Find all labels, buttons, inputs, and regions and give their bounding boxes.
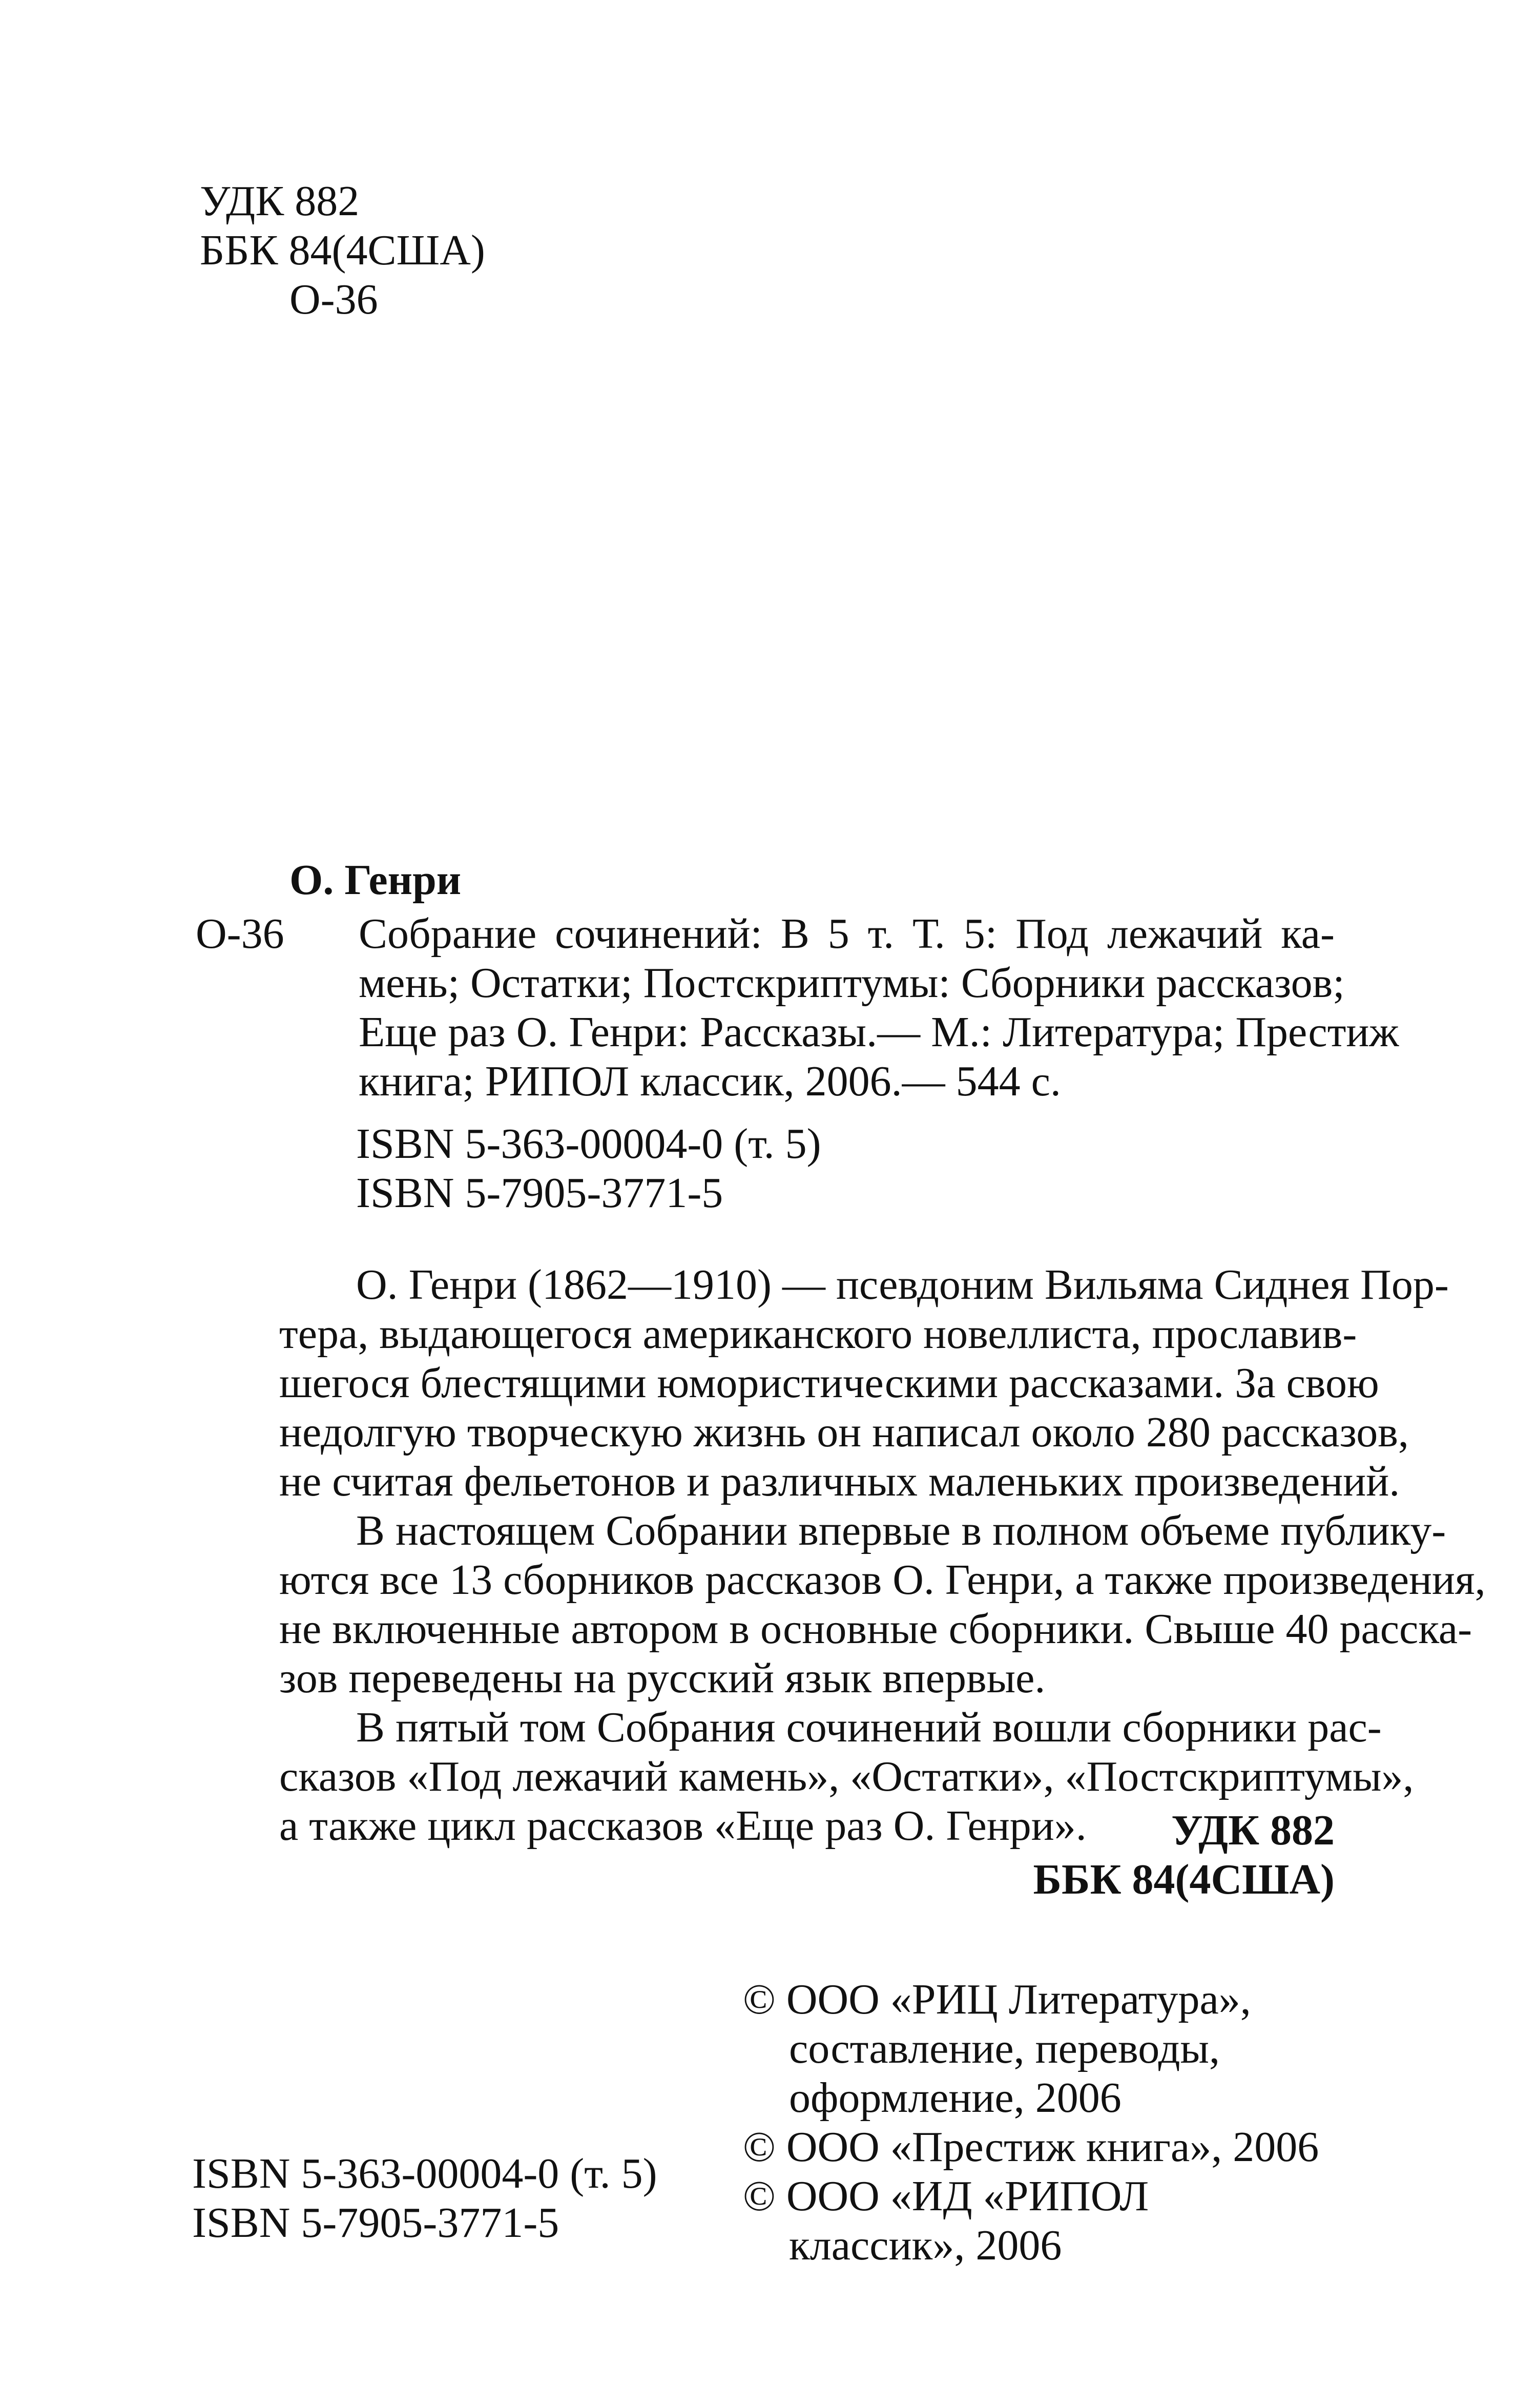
- classification-codes-top: [200, 177, 485, 324]
- annotation-line: шегося блестящими юмористическими рассказами. За свою: [279, 1359, 1379, 1407]
- author-name: О. Генри: [289, 856, 462, 904]
- annotation-line: О. Генри (1862—1910) — псевдоним Вильяма Сиднея Пор-: [356, 1261, 1449, 1309]
- annotation-line: В пятый том Собрания сочинений вошли сборники рас-: [356, 1704, 1382, 1751]
- copyright-line: оформление, 2006: [789, 2074, 1121, 2122]
- udk-code-bottom: УДК 882: [1171, 1807, 1335, 1854]
- isbn-volume: ISBN 5-363-00004-0 (т. 5): [356, 1120, 821, 1168]
- annotation-line: не считая фельетонов и различных маленьких произведений.: [279, 1458, 1400, 1505]
- udk-code: УДК 882: [200, 177, 360, 225]
- annotation-line: зов переведены на русский язык впервые.: [279, 1654, 1046, 1702]
- copyright-block: [743, 1975, 1319, 2270]
- bibliographic-line: книга; РИПОЛ классик, 2006.— 544 с.: [359, 1057, 1061, 1105]
- isbn-set: ISBN 5-7905-3771-5: [356, 1169, 723, 1217]
- copyright-line: © ООО «Престиж книга», 2006: [743, 2123, 1319, 2171]
- annotation-line: В настоящем Собрании впервые в полном объеме публику-: [356, 1507, 1446, 1554]
- annotation-line: недолгую творческую жизнь он написал около 280 рассказов,: [279, 1408, 1409, 1456]
- annotation-line: не включенные автором в основные сборники. Свыше 40 расска-: [279, 1605, 1472, 1653]
- copyright-line: составление, переводы,: [789, 2025, 1220, 2072]
- copyright-line: классик», 2006: [789, 2222, 1062, 2269]
- bibliographic-line: Еще раз О. Генри: Рассказы.— М.: Литература; Престиж: [359, 1008, 1399, 1056]
- isbn-set-bottom: ISBN 5-7905-3771-5: [192, 2199, 559, 2247]
- annotation-line: ются все 13 сборников рассказов О. Генри, а также произведения,: [279, 1556, 1486, 1604]
- bibliographic-description: [359, 909, 1399, 1106]
- bbk-code-bottom: ББК 84(4США): [1033, 1856, 1335, 1903]
- copyright-line: © ООО «ИД «РИПОЛ: [743, 2172, 1149, 2220]
- isbn-block-bottom: [192, 2149, 657, 2248]
- annotation-paragraph: [279, 1260, 1449, 1506]
- catalog-author-sign: О-36: [196, 910, 284, 958]
- bbk-code: ББК 84(4США): [200, 226, 485, 274]
- author-sign: О-36: [289, 276, 378, 323]
- bibliographic-line: мень; Остатки; Постскриптумы: Сборники рассказов;: [359, 959, 1345, 1007]
- annotation-line: сказов «Под лежачий камень», «Остатки», «Постскриптумы»,: [279, 1753, 1414, 1800]
- annotation-line: тера, выдающегося американского новеллиста, прославив-: [279, 1310, 1357, 1358]
- copyright-line: © ООО «РИЦ Литература»,: [743, 1976, 1251, 2023]
- classification-codes-bottom: [1033, 1806, 1335, 1904]
- annotation-paragraph: [279, 1506, 1486, 1703]
- annotation-line: а также цикл рассказов «Еще раз О. Генри».: [279, 1802, 1087, 1850]
- bibliographic-line: Собрание сочинений: В 5 т. Т. 5: Под лежачий ка-: [359, 910, 1335, 958]
- isbn-block: [356, 1119, 821, 1218]
- isbn-volume-bottom: ISBN 5-363-00004-0 (т. 5): [192, 2150, 657, 2197]
- annotation: [279, 1260, 1486, 1851]
